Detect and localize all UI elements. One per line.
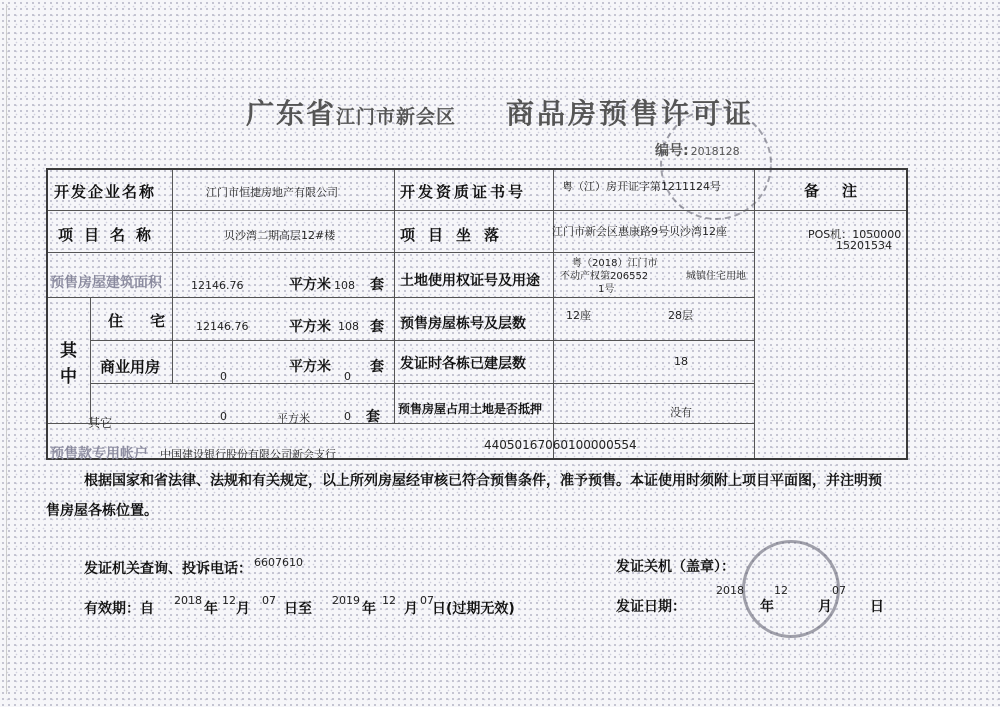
- col-divider: [172, 297, 173, 383]
- start-month: 12: [222, 594, 236, 607]
- start-year-char: 年: [204, 601, 218, 617]
- presale-area-value: 12146.76: [191, 279, 244, 292]
- land-value-line2: 不动产权第206552: [560, 271, 649, 282]
- built-floors-value: 18: [674, 355, 688, 368]
- certificate-title: [0, 92, 1000, 132]
- developer-value: 江门市恒捷房地产有限公司: [206, 186, 338, 199]
- statement-line1: 根据国家和省法律、法规和有关规定，以上所列房屋经审核已符合预售条件，准予预售。本证使用时须附上项目平面图，并注明预: [84, 473, 882, 489]
- phone-label: 发证机关查询、投诉电话：: [84, 561, 252, 577]
- land-label: 土地使用权证号及用途: [400, 273, 540, 289]
- land-value-line3: 1号: [598, 284, 615, 295]
- row-divider: [48, 297, 754, 298]
- mortgage-label: 预售房屋占用土地是否抵押: [398, 402, 543, 416]
- remark-value-line1: POS机：1050000: [808, 228, 902, 241]
- end-year-char: 年: [362, 601, 376, 617]
- row-divider: [48, 210, 906, 211]
- built-floors-label: 发证时各栋已建层数: [400, 356, 526, 372]
- residential-label: 住 宅: [108, 312, 172, 330]
- to-char: 日至: [284, 601, 312, 617]
- row-divider: [90, 340, 754, 341]
- residential-area-unit: 平方米: [289, 319, 331, 335]
- project-value: 贝沙湾二期高层12#楼: [224, 229, 336, 242]
- start-day: 07: [262, 594, 276, 607]
- issue-month: 12: [774, 584, 788, 597]
- start-month-char: 月: [236, 601, 250, 617]
- phone-value: 6607610: [254, 556, 303, 569]
- validity-label: 有效期：自: [84, 601, 154, 617]
- presale-area-label: 预售房屋建筑面积: [50, 275, 162, 291]
- certificate-name: 商品房预售许可证: [506, 97, 755, 130]
- issue-year-char: 年: [760, 599, 774, 615]
- issue-month-char: 月: [818, 599, 832, 615]
- other-area-value: 0: [220, 410, 227, 423]
- row-divider: [48, 252, 754, 253]
- presale-area-unit: 平方米: [289, 277, 331, 293]
- remark-label: 备 注: [804, 182, 862, 200]
- commercial-area-value: 0: [220, 370, 227, 383]
- project-label: 项目名称: [58, 226, 163, 244]
- issue-day: 07: [832, 584, 846, 597]
- commercial-label: 商业用房: [100, 358, 161, 376]
- other-sets-unit: 套: [366, 409, 380, 425]
- location-value: 江门市新会区惠康路9号贝沙湾12座: [552, 225, 727, 238]
- presale-sets-unit: 套: [370, 277, 384, 293]
- among-label: 其中: [60, 341, 77, 387]
- serial-value: 2018128: [690, 145, 740, 158]
- row-divider: [90, 383, 754, 384]
- end-year: 2019: [332, 594, 360, 607]
- statement-line2: 售房屋各栋位置。: [46, 503, 158, 519]
- col-divider: [90, 297, 91, 423]
- info-table: [46, 168, 908, 460]
- floor-value: 28层: [668, 309, 693, 322]
- mortgage-value: 没有: [670, 406, 692, 419]
- commercial-sets-value: 0: [344, 370, 351, 383]
- building-floor-label: 预售房屋栋号及层数: [400, 316, 526, 332]
- building-value: 12座: [566, 309, 591, 322]
- col-divider: [172, 170, 173, 297]
- account-number: 44050167060100000554: [484, 438, 637, 452]
- commercial-area-unit: 平方米: [289, 359, 331, 375]
- col-divider: [394, 170, 395, 423]
- issue-date-label: 发证日期：: [616, 599, 686, 615]
- residential-sets-value: 108: [338, 320, 359, 333]
- land-use-value: 城镇住宅用地: [686, 271, 746, 282]
- qualification-value: 粤（江）房开证字第1211124号: [562, 180, 721, 193]
- other-label: 其它: [88, 416, 113, 430]
- developer-label: 开发企业名称: [54, 183, 157, 201]
- qualification-label: 开发资质证书号: [400, 183, 527, 201]
- land-value-line1: 粤（2018）江门市: [572, 258, 658, 269]
- issue-day-char: 日: [870, 599, 884, 615]
- seal-bottom-stamp: [742, 540, 840, 638]
- overdue-note: 日(过期无效): [432, 601, 515, 617]
- presale-sets-value: 108: [334, 279, 355, 292]
- serial-label: 编号:: [655, 143, 689, 159]
- remark-value-line2: 15201534: [836, 239, 892, 252]
- commercial-sets-unit: 套: [370, 359, 384, 375]
- issuer-label: 发证关机（盖章）：: [616, 559, 735, 575]
- col-divider: [754, 170, 755, 458]
- province-text: 广东省: [245, 97, 336, 130]
- end-month: 12: [382, 594, 396, 607]
- end-month-char: 月: [404, 601, 418, 617]
- row-divider: [48, 423, 754, 424]
- location-label: 项目坐落: [400, 226, 513, 244]
- other-area-unit: 平方米: [277, 412, 310, 425]
- residential-area-value: 12146.76: [196, 320, 249, 333]
- issue-year: 2018: [716, 584, 744, 597]
- city-district-text: 江门市新会区: [335, 106, 456, 128]
- account-bank: 中国建设银行股份有限公司新会支行: [160, 448, 336, 461]
- other-sets-value: 0: [344, 410, 351, 423]
- col-divider: [553, 170, 554, 458]
- account-label: 预售款专用帐户: [50, 446, 148, 462]
- start-year: 2018: [174, 594, 202, 607]
- residential-sets-unit: 套: [370, 319, 384, 335]
- end-day: 07: [420, 594, 434, 607]
